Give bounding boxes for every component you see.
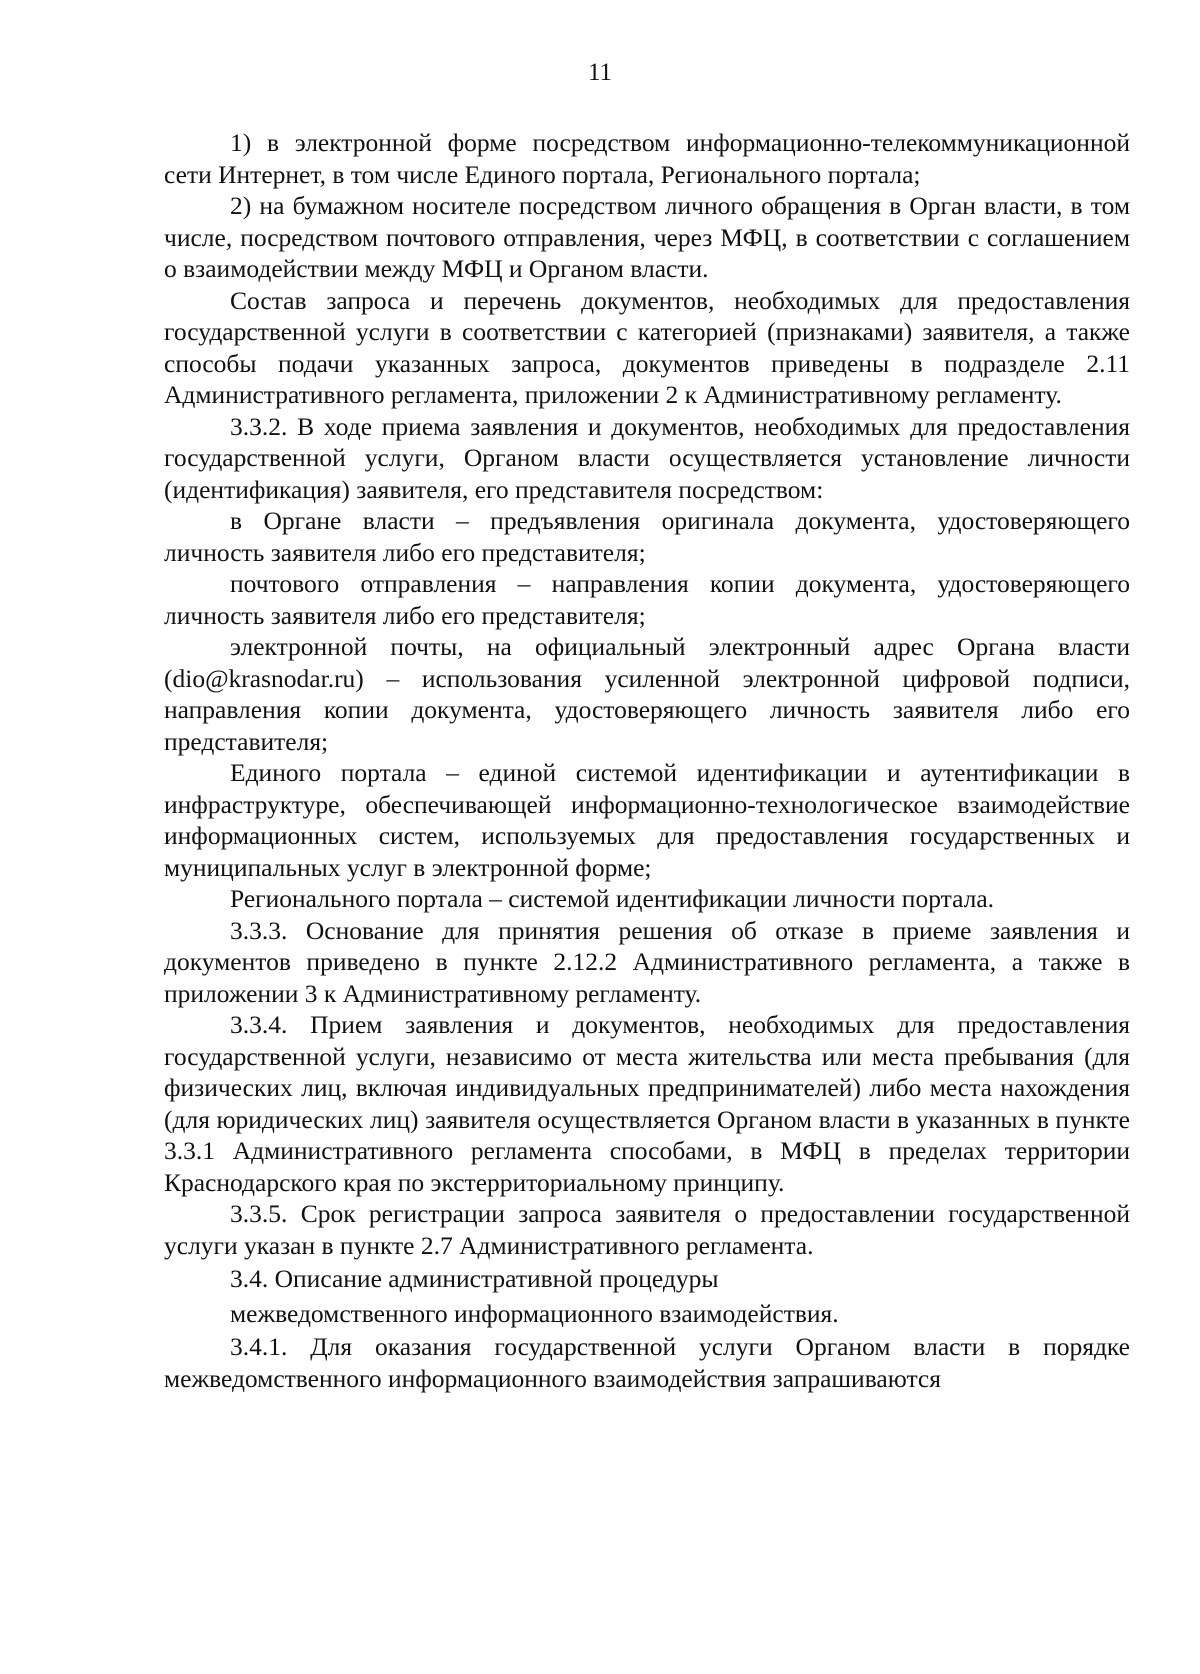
section-heading-line-1: 3.4. Описание административной процедуры	[230, 1264, 719, 1293]
paragraph-unified-portal-identification: Единого портала – единой системой идентификации и аутентификации в инфраструктуре, обеспечивающей информационно-технологическое взаимодействие информационных систем, используемых для предоставления государственных и муниципальных услуг в электронной форме;	[164, 758, 1130, 882]
section-heading-line-2: межведомственного информационного взаимодействия.	[230, 1299, 839, 1328]
paragraph-regional-portal-identification: Регионального портала – системой идентификации личности портала.	[230, 884, 995, 913]
page-number: 11	[587, 59, 613, 86]
section-heading-3-4	[164, 1261, 1130, 1331]
paragraph-3-4-1: 3.4.1. Для оказания государственной услуги Органом власти в порядке межведомственного информационного взаимодействия запрашиваются	[164, 1332, 1130, 1393]
paragraph-3-3-5: 3.3.5. Срок регистрации запроса заявителя о предоставлении государственной услуги указан в пункте 2.7 Административного регламента.	[164, 1199, 1130, 1260]
paragraph-3-3-4: 3.3.4. Прием заявления и документов, необходимых для предоставления государственной услуги, независимо от места жительства или места пребывания (для физических лиц, включая индивидуальных предпринимателей) либо места нахождения (для юридических лиц) заявителя осуществляется Органом власти в указанных в пункте 3.3.1 Административного регламента способами, в МФЦ в пределах территории Краснодарского края по экстерриториальному принципу.	[164, 1010, 1130, 1197]
paragraph-email-identification: электронной почты, на официальный электронный адрес Органа власти (dio@krasnodar.ru) – использования усиленной электронной цифровой подписи, направления копии документа, удостоверяющего личность заявителя либо его представителя;	[164, 632, 1130, 756]
paragraph-3-3-2: 3.3.2. В ходе приема заявления и документов, необходимых для предоставления государственной услуги, Органом власти осуществляется установление личности (идентификация) заявителя, его представителя посредством:	[164, 411, 1130, 504]
paragraph-request-composition: Состав запроса и перечень документов, необходимых для предоставления государственной услуги в соответствии с категорией (признаками) заявителя, а также способы подачи указанных запроса, документов приведены в подразделе 2.11 Административного регламента, приложении 2 к Административному регламенту.	[164, 285, 1130, 409]
paragraph-postal-identification: почтового отправления – направления копии документа, удостоверяющего личность заявителя либо его представителя;	[164, 569, 1130, 630]
paragraph-authority-identification: в Органе власти – предъявления оригинала документа, удостоверяющего личность заявителя либо его представителя;	[164, 506, 1130, 567]
paragraph-3-3-3: 3.3.3. Основание для принятия решения об отказе в приеме заявления и документов приведено в пункте 2.12.2 Административного регламента, а также в приложении 3 к Административному регламенту.	[164, 915, 1130, 1008]
paragraph-electronic-form: 1) в электронной форме посредством информационно-телекоммуникационной сети Интернет, в том числе Единого портала, Регионального портала;	[164, 128, 1130, 189]
document-body	[164, 127, 1130, 1394]
paragraph-paper-form: 2) на бумажном носителе посредством личного обращения в Орган власти, в том числе, посредством почтового отправления, через МФЦ, в соответствии с соглашением о взаимодействии между МФЦ и Органом власти.	[164, 191, 1130, 283]
